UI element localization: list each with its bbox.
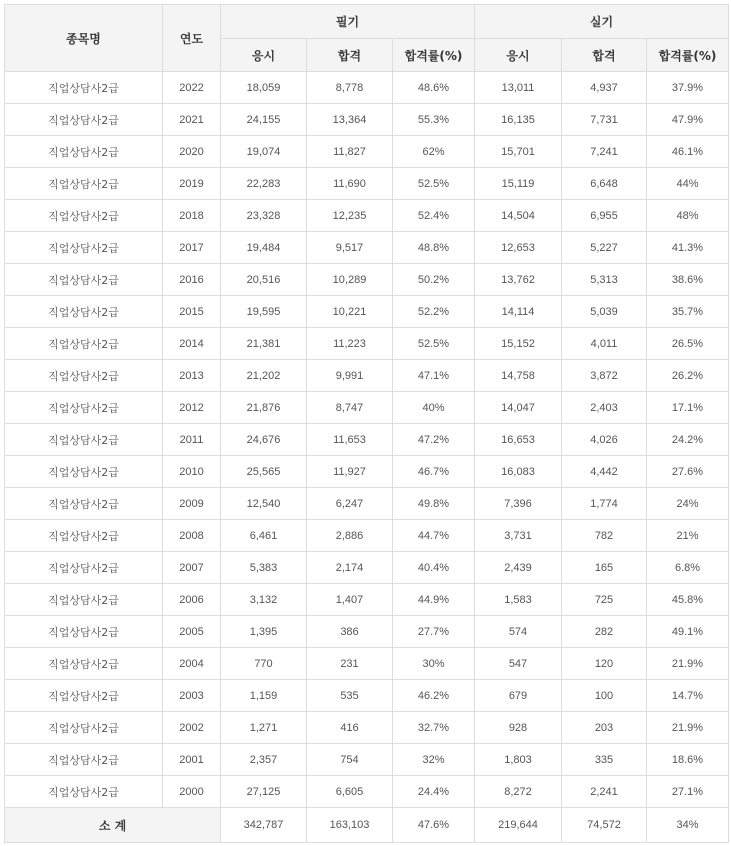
cell-year: 2011 (163, 424, 221, 456)
cell-written-passed: 10,221 (307, 296, 393, 328)
cell-year: 2009 (163, 488, 221, 520)
table-row (5, 232, 729, 264)
cell-written-applicants: 12,540 (221, 488, 307, 520)
cell-year: 2000 (163, 776, 221, 808)
cell-practical-applicants: 13,011 (475, 72, 562, 104)
cell-written-rate: 52.5% (393, 168, 475, 200)
header-row-groups (5, 5, 729, 39)
table-row (5, 328, 729, 360)
cell-written-applicants: 19,074 (221, 136, 307, 168)
cell-written-passed: 8,778 (307, 72, 393, 104)
cell-year: 2018 (163, 200, 221, 232)
cell-year: 2015 (163, 296, 221, 328)
cell-practical-passed: 4,026 (562, 424, 647, 456)
cell-name: 직업상담사2급 (5, 200, 163, 232)
header-practical-rate: 합격률(%) (647, 39, 729, 72)
cell-practical-passed: 100 (562, 680, 647, 712)
cell-practical-rate: 24.2% (647, 424, 729, 456)
cell-practical-passed: 725 (562, 584, 647, 616)
cell-year: 2022 (163, 72, 221, 104)
cell-name: 직업상담사2급 (5, 680, 163, 712)
cell-name: 직업상담사2급 (5, 168, 163, 200)
cell-written-applicants: 770 (221, 648, 307, 680)
cell-year: 2013 (163, 360, 221, 392)
subtotal-written-passed: 163,103 (307, 808, 393, 843)
header-written-passed: 합격 (307, 39, 393, 72)
cell-written-passed: 11,653 (307, 424, 393, 456)
cell-practical-passed: 2,241 (562, 776, 647, 808)
cell-practical-passed: 5,227 (562, 232, 647, 264)
cell-year: 2005 (163, 616, 221, 648)
table-row (5, 264, 729, 296)
table-body (5, 72, 729, 808)
table-row (5, 616, 729, 648)
cell-practical-applicants: 14,758 (475, 360, 562, 392)
table-row (5, 392, 729, 424)
cell-written-rate: 40% (393, 392, 475, 424)
cell-practical-applicants: 15,152 (475, 328, 562, 360)
cell-written-rate: 44.9% (393, 584, 475, 616)
cell-practical-passed: 5,313 (562, 264, 647, 296)
cell-written-passed: 6,247 (307, 488, 393, 520)
cell-written-passed: 12,235 (307, 200, 393, 232)
cell-name: 직업상담사2급 (5, 488, 163, 520)
cell-written-rate: 52.5% (393, 328, 475, 360)
cell-written-rate: 46.7% (393, 456, 475, 488)
cell-year: 2010 (163, 456, 221, 488)
cell-written-applicants: 19,595 (221, 296, 307, 328)
cell-written-passed: 8,747 (307, 392, 393, 424)
cell-practical-applicants: 14,504 (475, 200, 562, 232)
cell-practical-passed: 6,955 (562, 200, 647, 232)
table-row (5, 360, 729, 392)
cell-practical-applicants: 15,701 (475, 136, 562, 168)
cell-practical-rate: 21.9% (647, 648, 729, 680)
cell-practical-applicants: 14,114 (475, 296, 562, 328)
table-row (5, 648, 729, 680)
cell-name: 직업상담사2급 (5, 328, 163, 360)
cell-year: 2019 (163, 168, 221, 200)
table-row (5, 424, 729, 456)
header-written-group: 필기 (221, 5, 475, 39)
cell-written-passed: 416 (307, 712, 393, 744)
cell-written-passed: 9,517 (307, 232, 393, 264)
cell-written-applicants: 1,271 (221, 712, 307, 744)
cell-name: 직업상담사2급 (5, 392, 163, 424)
exam-statistics-table (4, 4, 729, 843)
cell-practical-applicants: 15,119 (475, 168, 562, 200)
cell-year: 2002 (163, 712, 221, 744)
cell-written-rate: 47.2% (393, 424, 475, 456)
cell-written-applicants: 2,357 (221, 744, 307, 776)
cell-written-passed: 11,690 (307, 168, 393, 200)
cell-practical-rate: 45.8% (647, 584, 729, 616)
cell-practical-applicants: 7,396 (475, 488, 562, 520)
cell-written-rate: 32% (393, 744, 475, 776)
cell-written-passed: 1,407 (307, 584, 393, 616)
cell-practical-passed: 165 (562, 552, 647, 584)
cell-practical-rate: 17.1% (647, 392, 729, 424)
cell-practical-passed: 5,039 (562, 296, 647, 328)
subtotal-practical-passed: 74,572 (562, 808, 647, 843)
cell-written-rate: 24.4% (393, 776, 475, 808)
cell-name: 직업상담사2급 (5, 296, 163, 328)
cell-practical-applicants: 14,047 (475, 392, 562, 424)
cell-practical-applicants: 13,762 (475, 264, 562, 296)
cell-practical-applicants: 16,653 (475, 424, 562, 456)
table-row (5, 168, 729, 200)
cell-practical-applicants: 8,272 (475, 776, 562, 808)
cell-practical-passed: 4,937 (562, 72, 647, 104)
cell-written-applicants: 24,676 (221, 424, 307, 456)
cell-written-applicants: 18,059 (221, 72, 307, 104)
cell-practical-applicants: 16,083 (475, 456, 562, 488)
cell-written-rate: 52.4% (393, 200, 475, 232)
table-footer (5, 808, 729, 843)
cell-year: 2001 (163, 744, 221, 776)
cell-written-rate: 50.2% (393, 264, 475, 296)
cell-practical-applicants: 1,803 (475, 744, 562, 776)
cell-year: 2012 (163, 392, 221, 424)
cell-written-applicants: 3,132 (221, 584, 307, 616)
cell-practical-passed: 203 (562, 712, 647, 744)
cell-practical-applicants: 679 (475, 680, 562, 712)
cell-practical-passed: 120 (562, 648, 647, 680)
cell-written-rate: 46.2% (393, 680, 475, 712)
header-name: 종목명 (5, 5, 163, 72)
cell-written-applicants: 19,484 (221, 232, 307, 264)
cell-name: 직업상담사2급 (5, 72, 163, 104)
cell-practical-applicants: 2,439 (475, 552, 562, 584)
cell-written-applicants: 1,395 (221, 616, 307, 648)
cell-written-rate: 40.4% (393, 552, 475, 584)
header-written-rate: 합격률(%) (393, 39, 475, 72)
cell-practical-passed: 3,872 (562, 360, 647, 392)
table-row (5, 584, 729, 616)
cell-written-applicants: 23,328 (221, 200, 307, 232)
cell-name: 직업상담사2급 (5, 136, 163, 168)
cell-written-rate: 30% (393, 648, 475, 680)
subtotal-row (5, 808, 729, 843)
cell-practical-applicants: 3,731 (475, 520, 562, 552)
table-row (5, 296, 729, 328)
cell-written-applicants: 21,381 (221, 328, 307, 360)
cell-practical-rate: 21.9% (647, 712, 729, 744)
subtotal-label: 소 계 (5, 808, 221, 843)
cell-written-passed: 11,827 (307, 136, 393, 168)
table-row (5, 136, 729, 168)
cell-practical-passed: 7,241 (562, 136, 647, 168)
cell-name: 직업상담사2급 (5, 616, 163, 648)
cell-practical-rate: 46.1% (647, 136, 729, 168)
table-row (5, 456, 729, 488)
cell-written-applicants: 24,155 (221, 104, 307, 136)
table-header (5, 5, 729, 72)
cell-written-passed: 231 (307, 648, 393, 680)
cell-written-passed: 2,174 (307, 552, 393, 584)
cell-practical-applicants: 12,653 (475, 232, 562, 264)
cell-practical-applicants: 547 (475, 648, 562, 680)
cell-practical-applicants: 16,135 (475, 104, 562, 136)
cell-written-applicants: 27,125 (221, 776, 307, 808)
cell-practical-applicants: 928 (475, 712, 562, 744)
cell-written-passed: 9,991 (307, 360, 393, 392)
cell-practical-passed: 2,403 (562, 392, 647, 424)
subtotal-written-rate: 47.6% (393, 808, 475, 843)
cell-written-rate: 55.3% (393, 104, 475, 136)
table-row (5, 552, 729, 584)
cell-written-applicants: 21,202 (221, 360, 307, 392)
cell-practical-rate: 14.7% (647, 680, 729, 712)
cell-name: 직업상담사2급 (5, 712, 163, 744)
table-row (5, 680, 729, 712)
cell-practical-rate: 6.8% (647, 552, 729, 584)
table-row (5, 72, 729, 104)
cell-name: 직업상담사2급 (5, 776, 163, 808)
subtotal-written-applicants: 342,787 (221, 808, 307, 843)
table-row (5, 104, 729, 136)
table-row (5, 712, 729, 744)
table-row (5, 520, 729, 552)
header-year: 연도 (163, 5, 221, 72)
cell-year: 2008 (163, 520, 221, 552)
cell-year: 2020 (163, 136, 221, 168)
cell-written-passed: 10,289 (307, 264, 393, 296)
header-practical-group: 실기 (475, 5, 729, 39)
cell-year: 2014 (163, 328, 221, 360)
cell-practical-passed: 1,774 (562, 488, 647, 520)
table-row (5, 200, 729, 232)
cell-written-rate: 62% (393, 136, 475, 168)
cell-year: 2004 (163, 648, 221, 680)
header-practical-passed: 합격 (562, 39, 647, 72)
cell-written-passed: 13,364 (307, 104, 393, 136)
cell-year: 2006 (163, 584, 221, 616)
cell-written-passed: 11,223 (307, 328, 393, 360)
cell-practical-rate: 24% (647, 488, 729, 520)
cell-written-passed: 6,605 (307, 776, 393, 808)
cell-practical-rate: 38.6% (647, 264, 729, 296)
cell-written-applicants: 25,565 (221, 456, 307, 488)
cell-name: 직업상담사2급 (5, 520, 163, 552)
cell-practical-rate: 41.3% (647, 232, 729, 264)
cell-written-applicants: 21,876 (221, 392, 307, 424)
cell-written-rate: 32.7% (393, 712, 475, 744)
cell-practical-rate: 35.7% (647, 296, 729, 328)
cell-written-applicants: 1,159 (221, 680, 307, 712)
cell-name: 직업상담사2급 (5, 584, 163, 616)
cell-practical-rate: 26.2% (647, 360, 729, 392)
cell-practical-rate: 47.9% (647, 104, 729, 136)
cell-year: 2007 (163, 552, 221, 584)
cell-practical-rate: 37.9% (647, 72, 729, 104)
cell-practical-rate: 48% (647, 200, 729, 232)
cell-practical-passed: 782 (562, 520, 647, 552)
cell-practical-rate: 27.1% (647, 776, 729, 808)
cell-written-rate: 27.7% (393, 616, 475, 648)
cell-written-passed: 2,886 (307, 520, 393, 552)
cell-practical-applicants: 1,583 (475, 584, 562, 616)
cell-practical-passed: 7,731 (562, 104, 647, 136)
cell-written-passed: 754 (307, 744, 393, 776)
header-written-applicants: 응시 (221, 39, 307, 72)
cell-practical-passed: 6,648 (562, 168, 647, 200)
cell-practical-rate: 27.6% (647, 456, 729, 488)
cell-year: 2016 (163, 264, 221, 296)
subtotal-practical-applicants: 219,644 (475, 808, 562, 843)
cell-name: 직업상담사2급 (5, 232, 163, 264)
cell-name: 직업상담사2급 (5, 552, 163, 584)
cell-practical-passed: 335 (562, 744, 647, 776)
cell-written-rate: 44.7% (393, 520, 475, 552)
cell-practical-passed: 4,011 (562, 328, 647, 360)
cell-year: 2021 (163, 104, 221, 136)
cell-name: 직업상담사2급 (5, 360, 163, 392)
cell-name: 직업상담사2급 (5, 424, 163, 456)
cell-name: 직업상담사2급 (5, 264, 163, 296)
cell-written-passed: 11,927 (307, 456, 393, 488)
cell-written-rate: 49.8% (393, 488, 475, 520)
cell-name: 직업상담사2급 (5, 744, 163, 776)
subtotal-practical-rate: 34% (647, 808, 729, 843)
cell-practical-rate: 44% (647, 168, 729, 200)
cell-name: 직업상담사2급 (5, 648, 163, 680)
cell-practical-rate: 18.6% (647, 744, 729, 776)
table-row (5, 488, 729, 520)
cell-practical-passed: 282 (562, 616, 647, 648)
cell-written-rate: 48.8% (393, 232, 475, 264)
table-row (5, 744, 729, 776)
cell-written-rate: 52.2% (393, 296, 475, 328)
cell-written-applicants: 20,516 (221, 264, 307, 296)
cell-year: 2017 (163, 232, 221, 264)
cell-written-passed: 386 (307, 616, 393, 648)
cell-written-rate: 48.6% (393, 72, 475, 104)
cell-practical-passed: 4,442 (562, 456, 647, 488)
cell-written-passed: 535 (307, 680, 393, 712)
cell-written-applicants: 22,283 (221, 168, 307, 200)
cell-year: 2003 (163, 680, 221, 712)
cell-practical-rate: 49.1% (647, 616, 729, 648)
cell-practical-rate: 21% (647, 520, 729, 552)
header-practical-applicants: 응시 (475, 39, 562, 72)
cell-name: 직업상담사2급 (5, 104, 163, 136)
table-row (5, 776, 729, 808)
cell-written-rate: 47.1% (393, 360, 475, 392)
cell-written-applicants: 6,461 (221, 520, 307, 552)
cell-practical-rate: 26.5% (647, 328, 729, 360)
cell-name: 직업상담사2급 (5, 456, 163, 488)
cell-written-applicants: 5,383 (221, 552, 307, 584)
cell-practical-applicants: 574 (475, 616, 562, 648)
